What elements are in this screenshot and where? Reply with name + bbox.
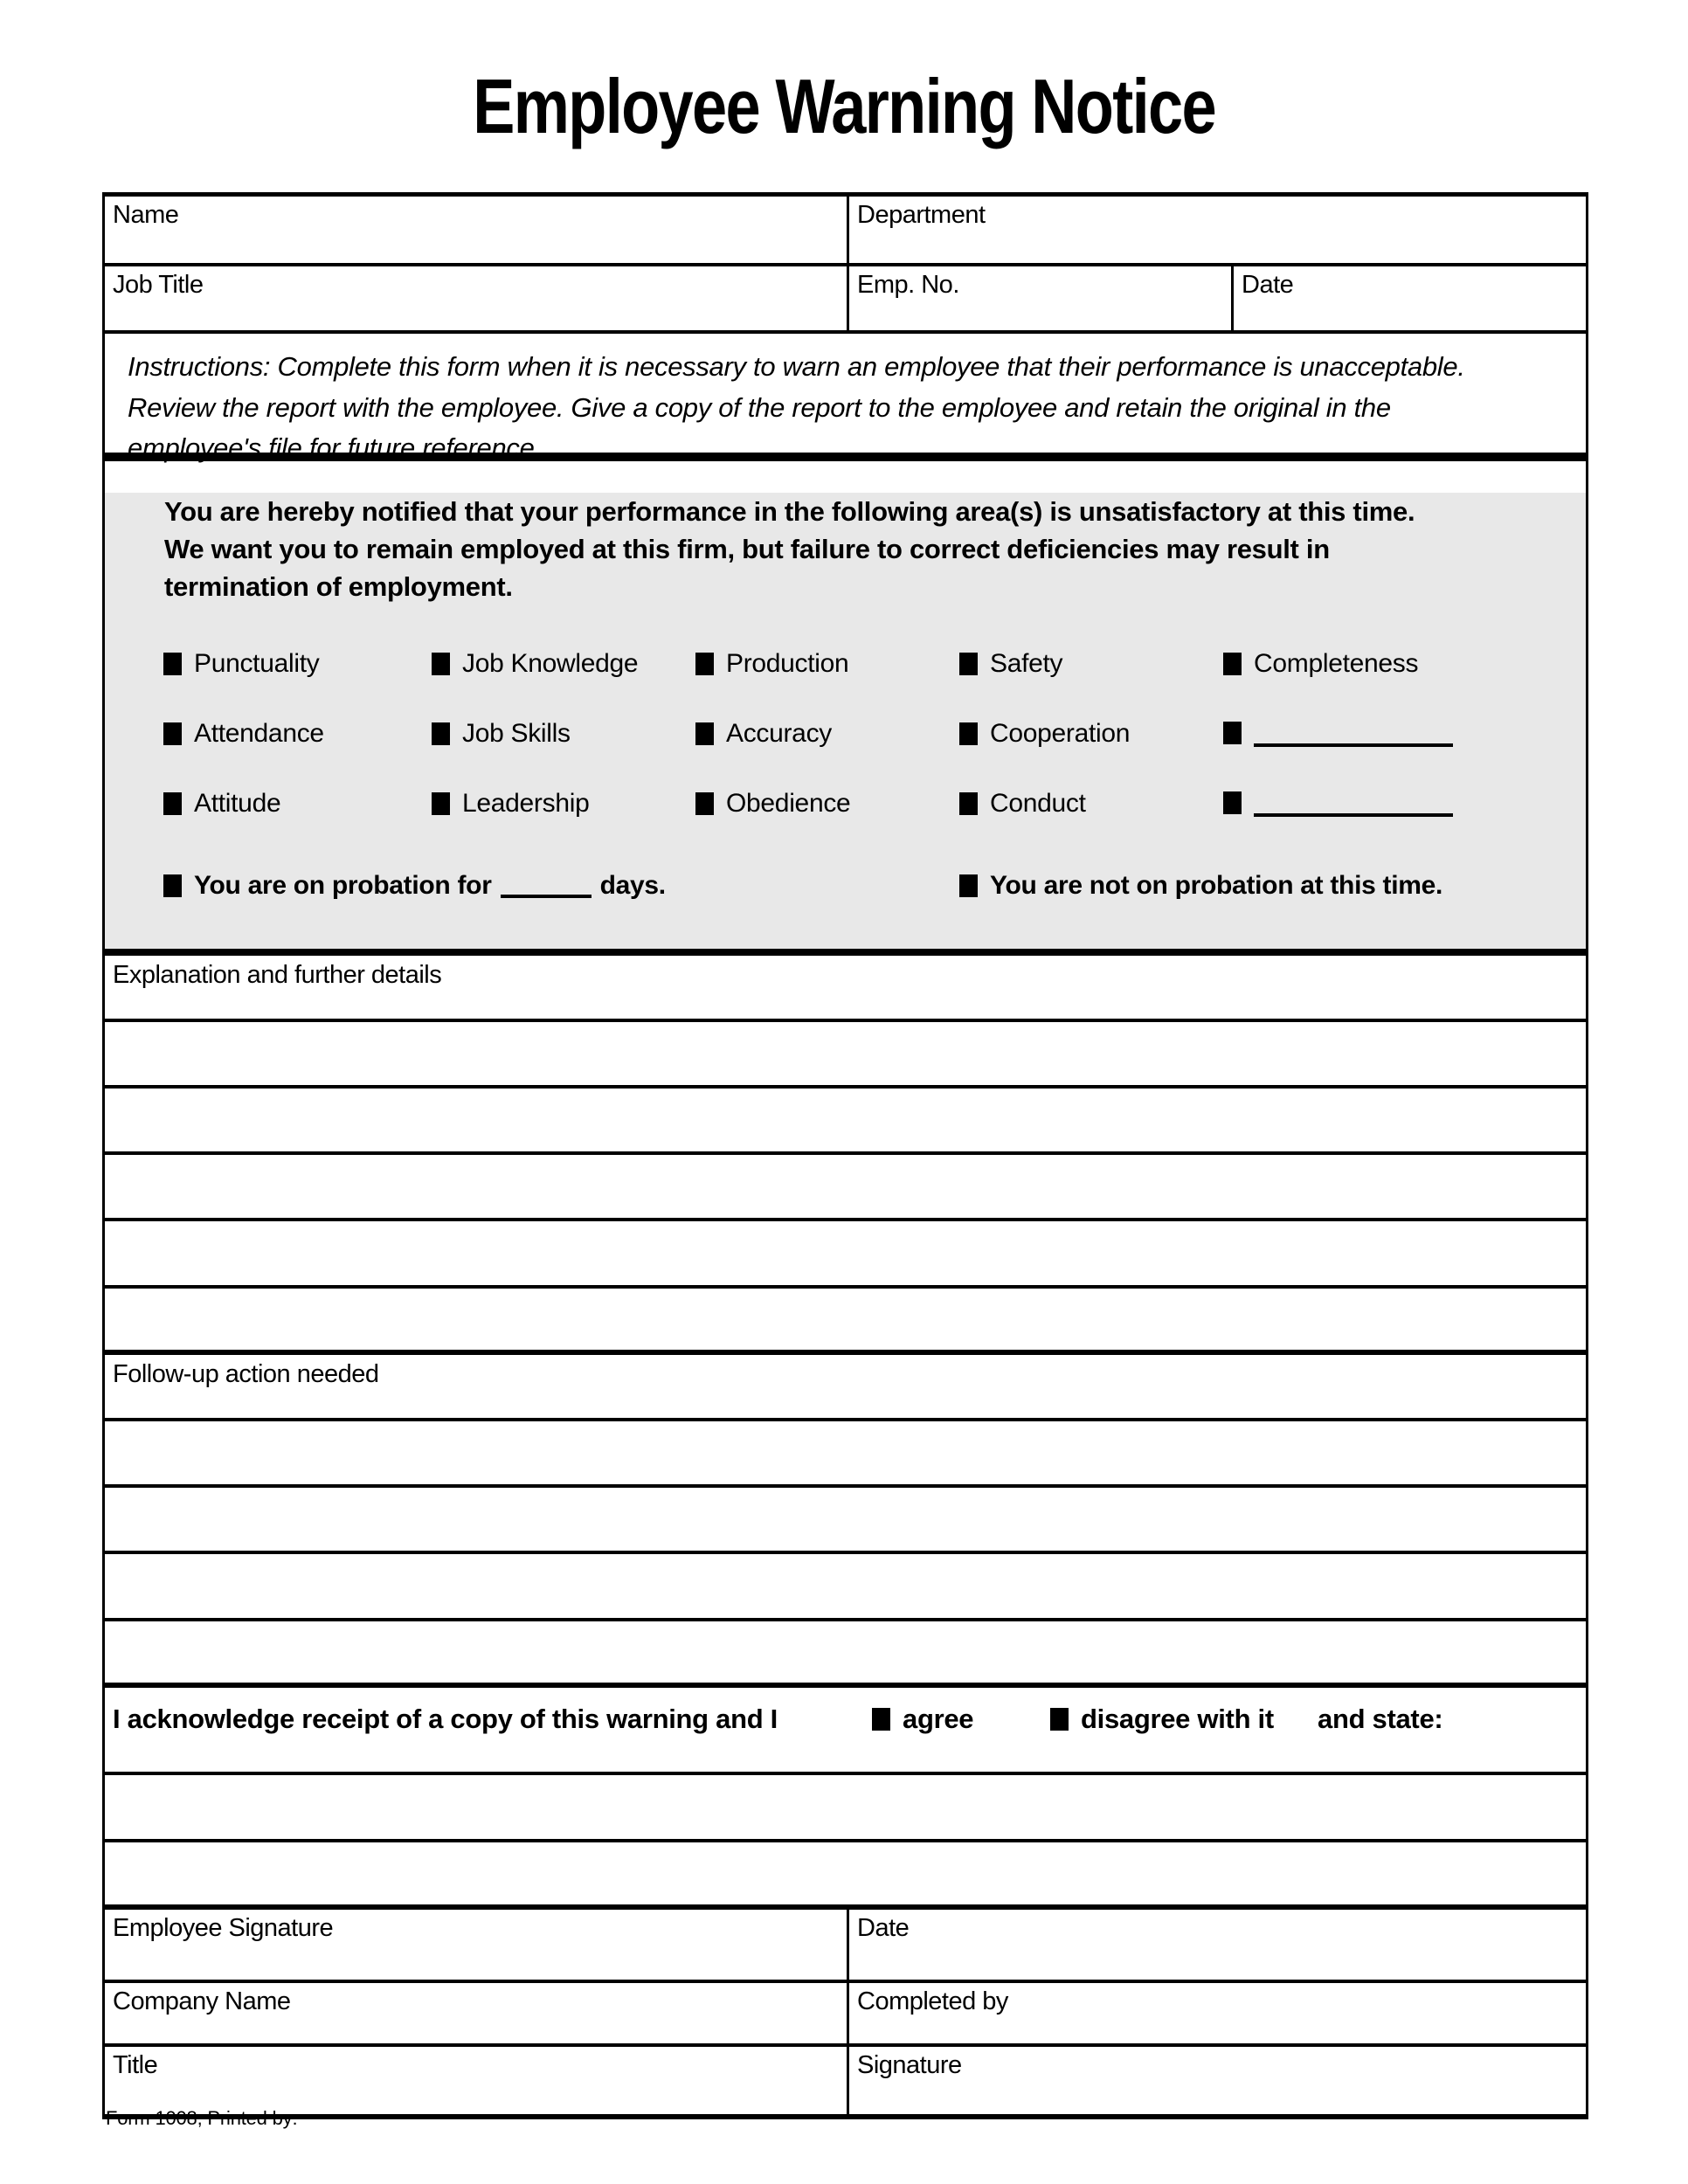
option-attitude-label: Attitude [194,789,281,818]
checkbox-disagree-icon[interactable] [1050,1708,1069,1731]
checkbox-job-skills-icon[interactable] [432,722,450,745]
option-punctuality [163,649,319,679]
acknowledgment-prefix: I acknowledge receipt of a copy of this warning and I [113,1704,778,1734]
option-completeness [1223,649,1418,679]
statement-line-1[interactable] [105,1775,1586,1842]
row-jobtitle-empno-date [105,266,1586,334]
option-cooperation-label: Cooperation [990,719,1131,748]
company-name-field[interactable] [105,1983,847,2043]
signature-date-field[interactable] [847,1910,1586,1980]
checkbox-cooperation-icon[interactable] [959,722,978,745]
agree-label: agree [903,1704,974,1734]
explanation-line-1[interactable] [105,1022,1586,1089]
date-field[interactable] [1231,266,1586,330]
employee-signature-field[interactable] [105,1910,847,1980]
followup-line-1[interactable] [105,1421,1586,1488]
option-job-skills-label: Job Skills [462,719,571,748]
name-field[interactable] [105,197,847,263]
option-leadership [432,789,589,819]
notice-paragraph: You are hereby notified that your performance in the following area(s) is unsatisfactory at this time. We want you to remain employed at this firm, but failure to correct deficiencies may result in termination of employment. [164,496,1415,602]
checkbox-job-knowledge-icon[interactable] [432,653,450,675]
explanation-line-4[interactable] [105,1221,1586,1289]
row-company-completedby [105,1983,1586,2047]
probation-on-suffix: days. [599,871,666,900]
checkbox-attendance-icon[interactable] [163,722,182,745]
option-accuracy-label: Accuracy [726,719,832,748]
explanation-label: Explanation and further details [113,961,442,989]
option-safety-label: Safety [990,649,1063,678]
probation-row [105,852,1586,913]
explanation-line-5[interactable] [105,1289,1586,1355]
instructions-block [105,334,1586,461]
followup-line-2[interactable] [105,1488,1586,1554]
followup-line-4[interactable] [105,1621,1586,1688]
signature-field[interactable] [847,2047,1586,2114]
option-obedience-label: Obedience [726,789,851,818]
option-accuracy [695,719,832,749]
options-row-1 [105,630,1586,700]
option-custom-2 [1223,789,1453,817]
checkbox-punctuality-icon[interactable] [163,653,182,675]
option-safety [959,649,1062,679]
option-job-knowledge [432,649,638,679]
completed-by-field[interactable] [847,1983,1586,2043]
agree-option [872,1704,973,1735]
probation-on-option [163,871,666,901]
disagree-label: disagree with it [1081,1704,1274,1734]
option-leadership-label: Leadership [462,789,590,818]
probation-off-option [959,871,1442,901]
acknowledgment-suffix: and state: [1318,1704,1443,1734]
option-conduct [959,789,1086,819]
options-row-2 [105,700,1586,770]
employee-signature-label: Employee Signature [113,1914,334,1942]
page-title [0,63,1688,149]
explanation-line-3[interactable] [105,1155,1586,1221]
checkbox-custom-2-icon[interactable] [1223,791,1242,814]
probation-off-label: You are not on probation at this time. [990,871,1443,900]
probation-days-blank[interactable] [501,874,591,898]
signature-date-label: Date [857,1914,910,1942]
row-title-signature [105,2047,1586,2114]
checkbox-accuracy-icon[interactable] [695,722,714,745]
option-conduct-label: Conduct [990,789,1086,818]
department-label: Department [857,201,986,229]
option-custom-1 [1223,719,1453,747]
followup-label-row [105,1355,1586,1421]
notice-section [105,493,1586,956]
disagree-option [1050,1704,1274,1735]
option-obedience [695,789,850,819]
checkbox-safety-icon[interactable] [959,653,978,675]
statement-line-2[interactable] [105,1842,1586,1910]
and-state-text [1318,1704,1442,1735]
checkbox-obedience-icon[interactable] [695,792,714,815]
checkbox-completeness-icon[interactable] [1223,653,1242,675]
form-number-footer: Form 1008, Printed by: [106,2107,298,2129]
option-job-skills [432,719,571,749]
followup-label: Follow-up action needed [113,1360,379,1388]
checkbox-probation-on-icon[interactable] [163,874,182,897]
acknowledgment-row [105,1688,1586,1775]
option-job-knowledge-label: Job Knowledge [462,649,639,678]
checkbox-custom-1-icon[interactable] [1223,722,1242,744]
instructions-text: Instructions: Complete this form when it is necessary to warn an employee that their performance is unacceptable. Review the report with the employee. Give a copy of the report to the employee and retain the original in the employee's file for future reference. [128,351,1465,463]
row-employee-signature-date [105,1910,1586,1983]
acknowledgment-text [113,1704,778,1735]
title-field[interactable] [105,2047,847,2114]
signature-label: Signature [857,2051,962,2079]
company-name-label: Company Name [113,1987,291,2015]
emp-no-field[interactable] [847,266,1231,330]
options-row-3 [105,770,1586,840]
title-label: Title [113,2051,158,2079]
explanation-line-2[interactable] [105,1089,1586,1155]
completed-by-label: Completed by [857,1987,1008,2015]
checkbox-production-icon[interactable] [695,653,714,675]
option-attendance-label: Attendance [194,719,324,748]
option-production-label: Production [726,649,849,678]
warning-form [102,192,1588,2119]
row-name-department [105,197,1586,266]
checkbox-leadership-icon[interactable] [432,792,450,815]
checkbox-agree-icon[interactable] [872,1708,890,1731]
option-attendance [163,719,324,749]
probation-on-prefix: You are on probation for [194,871,492,900]
department-field[interactable] [847,197,1586,263]
emp-no-label: Emp. No. [857,271,959,299]
name-label: Name [113,201,179,229]
date-label: Date [1242,271,1294,299]
option-punctuality-label: Punctuality [194,649,320,678]
option-attitude [163,789,280,819]
explanation-label-row [105,956,1586,1022]
checkbox-attitude-icon[interactable] [163,792,182,815]
option-production [695,649,848,679]
custom-option-blank-line-1[interactable] [1254,719,1453,747]
job-title-label: Job Title [113,271,204,299]
followup-line-3[interactable] [105,1554,1586,1621]
checkbox-conduct-icon[interactable] [959,792,978,815]
page-title-text: Employee Warning Notice [473,63,1215,149]
option-cooperation [959,719,1130,749]
checkbox-probation-off-icon[interactable] [959,874,978,897]
job-title-field[interactable] [105,266,847,330]
custom-option-blank-line-2[interactable] [1254,789,1453,817]
option-completeness-label: Completeness [1254,649,1419,678]
